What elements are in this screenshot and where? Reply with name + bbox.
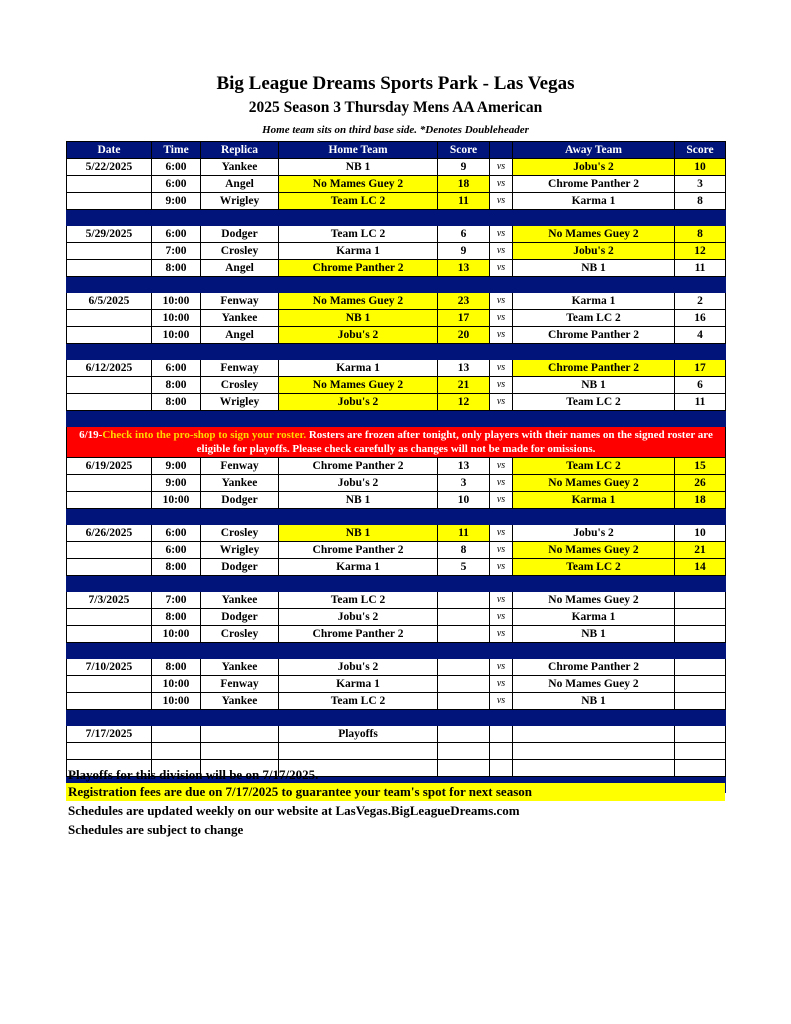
registration-note-text: Registration fees are due on 7/17/2025 to guarantee your team's spot for next season [68,784,532,799]
date-cell [67,693,152,710]
away-team-cell: No Mames Guey 2 [513,542,675,559]
week-separator-row [67,643,726,659]
date-cell: 7/10/2025 [67,659,152,676]
away-score-cell: 2 [675,293,726,310]
time-cell: 9:00 [152,475,201,492]
away-score-cell [675,760,726,777]
date-cell: 7/17/2025 [67,726,152,743]
date-cell [67,743,152,760]
date-cell [67,492,152,509]
col-header-date: Date [67,142,152,159]
home-team-cell: NB 1 [279,525,438,542]
away-score-cell [675,693,726,710]
home-team-cell: Team LC 2 [279,226,438,243]
vs-cell: vs [490,226,513,243]
date-cell: 7/3/2025 [67,592,152,609]
time-cell: 8:00 [152,659,201,676]
home-score-cell: 13 [438,458,490,475]
home-score-cell: 23 [438,293,490,310]
home-score-cell: 8 [438,542,490,559]
vs-cell: vs [490,559,513,576]
game-row [67,659,726,676]
game-row [67,559,726,576]
away-score-cell: 11 [675,394,726,411]
away-score-cell: 21 [675,542,726,559]
week-separator-row [67,411,726,427]
away-team-cell: Karma 1 [513,193,675,210]
vs-cell: vs [490,193,513,210]
home-team-cell: Karma 1 [279,676,438,693]
home-team-cell: Jobu's 2 [279,475,438,492]
schedule-table [66,141,726,793]
time-cell: 10:00 [152,626,201,643]
time-cell: 10:00 [152,327,201,344]
home-score-cell [438,743,490,760]
vs-cell [490,726,513,743]
away-score-cell: 26 [675,475,726,492]
away-score-cell: 3 [675,176,726,193]
time-cell [152,726,201,743]
home-team-cell: Jobu's 2 [279,394,438,411]
home-team-cell: NB 1 [279,492,438,509]
col-header-home-score: Score [438,142,490,159]
replica-cell: Dodger [201,559,279,576]
roster-notice-row [67,427,726,458]
registration-note [66,783,725,801]
vs-cell: vs [490,475,513,492]
replica-cell: Yankee [201,693,279,710]
vs-cell: vs [490,626,513,643]
schedule-note: Home team sits on third base side. *Denotes Doubleheader [262,124,529,136]
separator-cell [67,509,726,525]
roster-notice [67,427,726,458]
replica-cell: Dodger [201,226,279,243]
replica-cell: Dodger [201,492,279,509]
home-score-cell [438,676,490,693]
away-score-cell: 17 [675,360,726,377]
away-team-cell: Team LC 2 [513,559,675,576]
away-score-cell [675,676,726,693]
home-score-cell: 11 [438,525,490,542]
website-note: Schedules are updated weekly on our website at LasVegas.BigLeagueDreams.com [68,803,520,818]
notice-accent: Check into the pro-shop to sign your roster. [102,429,307,441]
away-score-cell [675,726,726,743]
time-cell: 6:00 [152,226,201,243]
time-cell: 8:00 [152,260,201,277]
replica-cell: Yankee [201,592,279,609]
time-cell: 6:00 [152,542,201,559]
time-cell: 10:00 [152,492,201,509]
vs-cell: vs [490,327,513,344]
replica-cell: Angel [201,260,279,277]
vs-cell: vs [490,458,513,475]
away-score-cell: 14 [675,559,726,576]
vs-cell: vs [490,659,513,676]
home-team-cell: Playoffs [279,726,438,743]
home-score-cell: 21 [438,377,490,394]
col-header-replica: Replica [201,142,279,159]
home-score-cell [438,693,490,710]
time-cell: 7:00 [152,592,201,609]
page-subtitle: 2025 Season 3 Thursday Mens AA American [248,99,543,116]
vs-cell: vs [490,360,513,377]
date-cell [67,676,152,693]
away-team-cell: No Mames Guey 2 [513,475,675,492]
home-team-cell: Karma 1 [279,243,438,260]
replica-cell: Fenway [201,360,279,377]
separator-cell [67,344,726,360]
home-score-cell: 3 [438,475,490,492]
home-score-cell: 17 [438,310,490,327]
notice-text: Rosters are frozen after tonight, only players with their names on the signed roster are eligible for playoffs. Please check carefully as changes will not be made for omissions. [196,429,713,455]
away-team-cell: Chrome Panther 2 [513,327,675,344]
home-team-cell: Jobu's 2 [279,609,438,626]
week-separator-row [67,277,726,293]
home-team-cell: Karma 1 [279,559,438,576]
replica-cell: Fenway [201,293,279,310]
away-team-cell: Karma 1 [513,492,675,509]
date-cell [67,176,152,193]
vs-cell: vs [490,176,513,193]
date-cell: 6/5/2025 [67,293,152,310]
game-row [67,592,726,609]
home-team-cell: Karma 1 [279,360,438,377]
away-score-cell: 8 [675,193,726,210]
time-cell: 10:00 [152,693,201,710]
away-team-cell: Jobu's 2 [513,243,675,260]
playoffs-note: Playoffs for this division will be on 7/17/2025. [68,767,319,782]
game-row [67,676,726,693]
page-title: Big League Dreams Sports Park - Las Vegas [216,73,575,94]
game-row [67,243,726,260]
home-team-cell: Team LC 2 [279,193,438,210]
separator-cell [67,277,726,293]
away-team-cell: Team LC 2 [513,310,675,327]
date-cell [67,475,152,492]
game-row [67,360,726,377]
week-separator-row [67,509,726,525]
replica-cell: Crosley [201,377,279,394]
time-cell: 7:00 [152,243,201,260]
time-cell: 10:00 [152,310,201,327]
game-row [67,492,726,509]
away-team-cell: Team LC 2 [513,458,675,475]
vs-cell: vs [490,525,513,542]
home-score-cell: 9 [438,159,490,176]
replica-cell: Angel [201,327,279,344]
home-score-cell: 9 [438,243,490,260]
away-score-cell: 10 [675,525,726,542]
time-cell: 6:00 [152,360,201,377]
home-score-cell: 20 [438,327,490,344]
game-row [67,609,726,626]
replica-cell [201,726,279,743]
time-cell [152,743,201,760]
vs-cell: vs [490,377,513,394]
vs-cell [490,743,513,760]
home-score-cell [438,609,490,626]
away-team-cell: Chrome Panther 2 [513,176,675,193]
col-header-time: Time [152,142,201,159]
separator-cell [67,210,726,226]
away-team-cell: Jobu's 2 [513,525,675,542]
home-score-cell [438,659,490,676]
away-score-cell [675,743,726,760]
replica-cell: Crosley [201,626,279,643]
week-separator-row [67,210,726,226]
date-cell [67,193,152,210]
away-team-cell: Karma 1 [513,293,675,310]
vs-cell: vs [490,310,513,327]
away-score-cell: 18 [675,492,726,509]
away-team-cell: NB 1 [513,693,675,710]
week-separator-row [67,344,726,360]
away-score-cell: 8 [675,226,726,243]
away-score-cell [675,592,726,609]
home-score-cell [438,726,490,743]
date-cell [67,609,152,626]
game-row [67,260,726,277]
away-team-cell: NB 1 [513,377,675,394]
away-score-cell: 4 [675,327,726,344]
change-note: Schedules are subject to change [68,822,244,837]
vs-cell: vs [490,542,513,559]
vs-cell: vs [490,159,513,176]
time-cell: 6:00 [152,525,201,542]
game-row [67,293,726,310]
game-row [67,458,726,475]
away-team-cell: Team LC 2 [513,394,675,411]
date-cell [67,559,152,576]
vs-cell [490,760,513,777]
away-score-cell: 6 [675,377,726,394]
away-team-cell: No Mames Guey 2 [513,676,675,693]
vs-cell: vs [490,592,513,609]
away-team-cell [513,726,675,743]
separator-cell [67,576,726,592]
replica-cell: Yankee [201,475,279,492]
date-cell [67,394,152,411]
home-team-cell: Team LC 2 [279,693,438,710]
game-row [67,525,726,542]
home-score-cell: 13 [438,260,490,277]
game-row [67,327,726,344]
away-team-cell: No Mames Guey 2 [513,592,675,609]
away-score-cell: 10 [675,159,726,176]
home-score-cell: 10 [438,492,490,509]
time-cell: 6:00 [152,159,201,176]
date-cell: 5/22/2025 [67,159,152,176]
notice-date: 6/19- [79,429,103,441]
replica-cell: Wrigley [201,193,279,210]
vs-cell: vs [490,609,513,626]
away-score-cell: 15 [675,458,726,475]
home-team-cell: No Mames Guey 2 [279,176,438,193]
game-row [67,193,726,210]
away-score-cell [675,626,726,643]
game-row [67,693,726,710]
game-row [67,176,726,193]
separator-cell [67,411,726,427]
away-score-cell: 16 [675,310,726,327]
game-row [67,542,726,559]
replica-cell: Fenway [201,458,279,475]
home-score-cell: 5 [438,559,490,576]
game-row [67,310,726,327]
vs-cell: vs [490,676,513,693]
game-row [67,626,726,643]
time-cell: 8:00 [152,559,201,576]
game-row [67,475,726,492]
home-team-cell: No Mames Guey 2 [279,293,438,310]
away-team-cell: No Mames Guey 2 [513,226,675,243]
table-header-row [67,142,726,159]
separator-cell [67,643,726,659]
away-team-cell: NB 1 [513,626,675,643]
replica-cell: Angel [201,176,279,193]
week-separator-row [67,710,726,726]
home-team-cell: Jobu's 2 [279,327,438,344]
date-cell: 6/19/2025 [67,458,152,475]
home-score-cell: 11 [438,193,490,210]
time-cell: 9:00 [152,193,201,210]
replica-cell: Fenway [201,676,279,693]
away-team-cell [513,760,675,777]
away-team-cell: NB 1 [513,260,675,277]
home-score-cell [438,760,490,777]
time-cell: 8:00 [152,377,201,394]
home-score-cell [438,592,490,609]
replica-cell: Yankee [201,159,279,176]
home-score-cell [438,626,490,643]
time-cell: 8:00 [152,394,201,411]
replica-cell: Crosley [201,525,279,542]
game-row [67,394,726,411]
vs-cell: vs [490,260,513,277]
home-team-cell: No Mames Guey 2 [279,377,438,394]
home-team-cell: NB 1 [279,159,438,176]
vs-cell: vs [490,394,513,411]
time-cell: 9:00 [152,458,201,475]
home-team-cell: Jobu's 2 [279,659,438,676]
separator-cell [67,710,726,726]
time-cell: 10:00 [152,293,201,310]
vs-cell: vs [490,693,513,710]
date-cell: 6/26/2025 [67,525,152,542]
col-header-away-team: Away Team [513,142,675,159]
replica-cell [201,743,279,760]
home-team-cell: Chrome Panther 2 [279,260,438,277]
date-cell: 6/12/2025 [67,360,152,377]
home-score-cell: 18 [438,176,490,193]
game-row [67,726,726,743]
away-team-cell: Karma 1 [513,609,675,626]
time-cell: 10:00 [152,676,201,693]
time-cell: 6:00 [152,176,201,193]
date-cell [67,260,152,277]
replica-cell: Wrigley [201,394,279,411]
home-score-cell: 6 [438,226,490,243]
away-score-cell [675,609,726,626]
game-row [67,159,726,176]
home-team-cell [279,743,438,760]
away-team-cell: Chrome Panther 2 [513,360,675,377]
home-team-cell: Chrome Panther 2 [279,458,438,475]
date-cell [67,542,152,559]
home-score-cell: 13 [438,360,490,377]
vs-cell: vs [490,293,513,310]
date-cell: 5/29/2025 [67,226,152,243]
away-team-cell: Chrome Panther 2 [513,659,675,676]
away-score-cell: 12 [675,243,726,260]
col-header-vs [490,142,513,159]
home-team-cell: Chrome Panther 2 [279,542,438,559]
game-row [67,743,726,760]
game-row [67,226,726,243]
away-score-cell [675,659,726,676]
game-row [67,377,726,394]
col-header-away-score: Score [675,142,726,159]
away-team-cell [513,743,675,760]
time-cell: 8:00 [152,609,201,626]
away-team-cell: Jobu's 2 [513,159,675,176]
week-separator-row [67,576,726,592]
replica-cell: Yankee [201,310,279,327]
home-team-cell: Chrome Panther 2 [279,626,438,643]
home-team-cell: Team LC 2 [279,592,438,609]
date-cell [67,327,152,344]
replica-cell: Wrigley [201,542,279,559]
away-score-cell: 11 [675,260,726,277]
date-cell [67,243,152,260]
home-team-cell: NB 1 [279,310,438,327]
replica-cell: Crosley [201,243,279,260]
replica-cell: Dodger [201,609,279,626]
date-cell [67,377,152,394]
vs-cell: vs [490,243,513,260]
date-cell [67,626,152,643]
replica-cell: Yankee [201,659,279,676]
home-score-cell: 12 [438,394,490,411]
col-header-home-team: Home Team [279,142,438,159]
date-cell [67,310,152,327]
vs-cell: vs [490,492,513,509]
